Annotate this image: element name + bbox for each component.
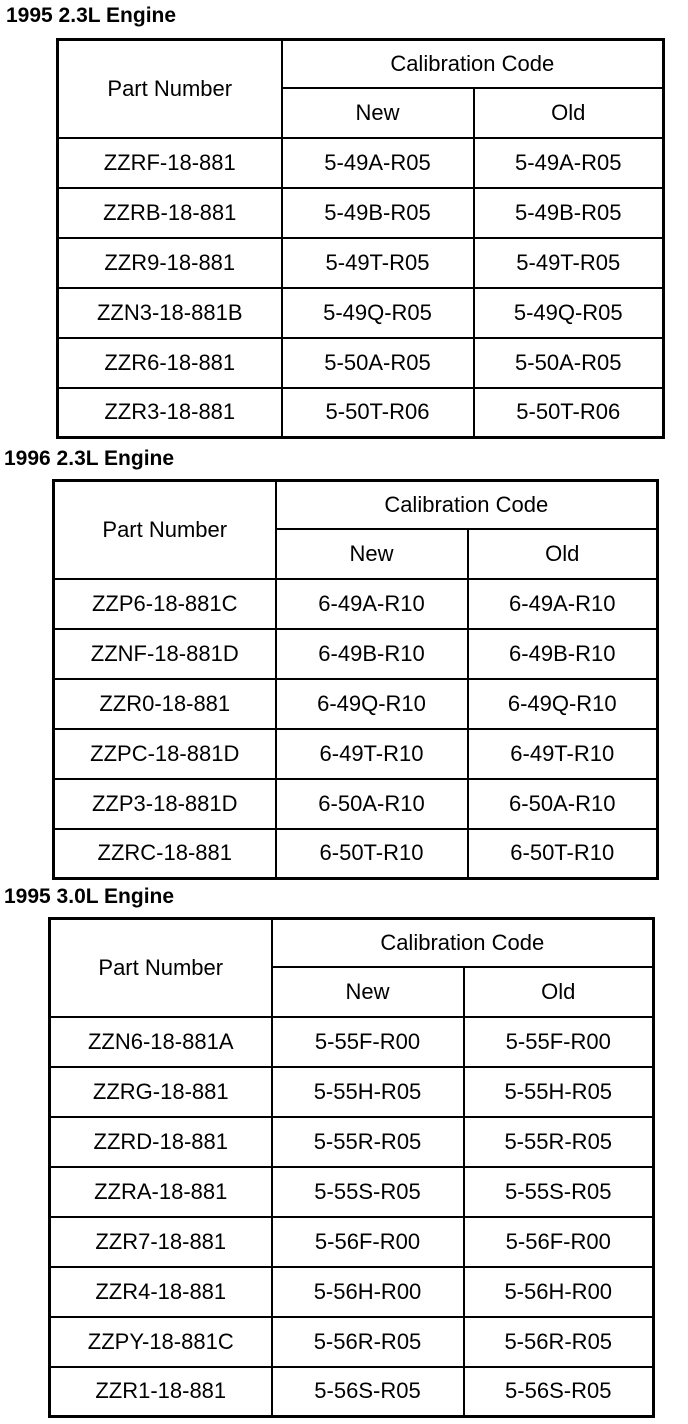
part-number-header: Part Number xyxy=(54,481,276,579)
old-code-cell: 6-49B-R10 xyxy=(468,629,658,679)
new-code-cell: 5-49A-R05 xyxy=(282,138,474,188)
old-code-cell: 5-56H-R00 xyxy=(464,1267,654,1317)
table-row xyxy=(50,1217,654,1267)
part-number-cell: ZZRB-18-881 xyxy=(58,188,282,238)
part-number-cell: ZZR9-18-881 xyxy=(58,238,282,288)
part-number-cell: ZZRA-18-881 xyxy=(50,1167,272,1217)
table-row xyxy=(50,1267,654,1317)
table-row xyxy=(54,629,658,679)
new-code-cell: 6-49T-R10 xyxy=(276,729,468,779)
table-row xyxy=(58,338,664,388)
table-row xyxy=(58,188,664,238)
table-row xyxy=(50,1367,654,1417)
table-row xyxy=(50,1317,654,1367)
old-code-cell: 5-55F-R00 xyxy=(464,1017,654,1067)
new-code-cell: 5-55F-R00 xyxy=(272,1017,464,1067)
old-header: Old xyxy=(468,529,658,579)
part-number-cell: ZZNF-18-881D xyxy=(54,629,276,679)
table-row xyxy=(50,1067,654,1117)
new-code-cell: 5-50A-R05 xyxy=(282,338,474,388)
table-row xyxy=(50,1167,654,1217)
new-code-cell: 6-49A-R10 xyxy=(276,579,468,629)
part-number-cell: ZZRG-18-881 xyxy=(50,1067,272,1117)
part-number-header: Part Number xyxy=(58,40,282,138)
part-number-cell: ZZP6-18-881C xyxy=(54,579,276,629)
new-code-cell: 5-49T-R05 xyxy=(282,238,474,288)
part-number-cell: ZZP3-18-881D xyxy=(54,779,276,829)
new-code-cell: 5-56H-R00 xyxy=(272,1267,464,1317)
part-number-cell: ZZPY-18-881C xyxy=(50,1317,272,1367)
part-number-cell: ZZPC-18-881D xyxy=(54,729,276,779)
part-number-cell: ZZR0-18-881 xyxy=(54,679,276,729)
table-row xyxy=(58,238,664,288)
old-code-cell: 6-50A-R10 xyxy=(468,779,658,829)
old-code-cell: 5-50T-R06 xyxy=(474,388,664,438)
old-code-cell: 5-56F-R00 xyxy=(464,1217,654,1267)
part-number-cell: ZZRC-18-881 xyxy=(54,829,276,879)
old-code-cell: 5-55R-R05 xyxy=(464,1117,654,1167)
new-header: New xyxy=(282,88,474,138)
table-row xyxy=(54,579,658,629)
table-body xyxy=(58,138,664,438)
new-code-cell: 5-55R-R05 xyxy=(272,1117,464,1167)
old-code-cell: 6-49Q-R10 xyxy=(468,679,658,729)
old-code-cell: 5-56S-R05 xyxy=(464,1367,654,1417)
old-code-cell: 6-49T-R10 xyxy=(468,729,658,779)
table-row xyxy=(50,1017,654,1067)
calibration-code-header: Calibration Code xyxy=(282,40,664,88)
old-code-cell: 5-49B-R05 xyxy=(474,188,664,238)
section-title-1995-3-0l: 1995 3.0L Engine xyxy=(4,885,175,908)
old-code-cell: 5-49A-R05 xyxy=(474,138,664,188)
old-code-cell: 5-49T-R05 xyxy=(474,238,664,288)
new-code-cell: 6-50A-R10 xyxy=(276,779,468,829)
new-code-cell: 6-50T-R10 xyxy=(276,829,468,879)
part-number-cell: ZZN6-18-881A xyxy=(50,1017,272,1067)
part-number-cell: ZZR3-18-881 xyxy=(58,388,282,438)
new-code-cell: 5-49B-R05 xyxy=(282,188,474,238)
calibration-code-header: Calibration Code xyxy=(272,919,654,967)
part-number-cell: ZZRF-18-881 xyxy=(58,138,282,188)
table-row xyxy=(54,729,658,779)
table-row xyxy=(50,1117,654,1167)
old-code-cell: 6-49A-R10 xyxy=(468,579,658,629)
old-code-cell: 5-56R-R05 xyxy=(464,1317,654,1367)
old-header: Old xyxy=(474,88,664,138)
section-title-1996-2-3l: 1996 2.3L Engine xyxy=(4,447,175,470)
new-code-cell: 5-56F-R00 xyxy=(272,1217,464,1267)
calibration-table-1996-2-3l xyxy=(52,479,659,880)
table-body xyxy=(54,579,658,879)
new-code-cell: 5-55S-R05 xyxy=(272,1167,464,1217)
calibration-code-header: Calibration Code xyxy=(276,481,658,529)
part-number-cell: ZZR4-18-881 xyxy=(50,1267,272,1317)
table-row xyxy=(54,679,658,729)
table-row xyxy=(54,779,658,829)
old-code-cell: 6-50T-R10 xyxy=(468,829,658,879)
part-number-cell: ZZR6-18-881 xyxy=(58,338,282,388)
table-row xyxy=(58,288,664,338)
new-code-cell: 6-49B-R10 xyxy=(276,629,468,679)
section-title-1995-2-3l: 1995 2.3L Engine xyxy=(6,4,177,27)
old-code-cell: 5-55S-R05 xyxy=(464,1167,654,1217)
old-code-cell: 5-55H-R05 xyxy=(464,1067,654,1117)
part-number-cell: ZZN3-18-881B xyxy=(58,288,282,338)
calibration-table-1995-2-3l xyxy=(56,38,665,439)
part-number-cell: ZZR1-18-881 xyxy=(50,1367,272,1417)
old-code-cell: 5-50A-R05 xyxy=(474,338,664,388)
table-row xyxy=(54,829,658,879)
new-code-cell: 5-49Q-R05 xyxy=(282,288,474,338)
part-number-cell: ZZR7-18-881 xyxy=(50,1217,272,1267)
new-header: New xyxy=(272,967,464,1017)
new-header: New xyxy=(276,529,468,579)
new-code-cell: 5-56S-R05 xyxy=(272,1367,464,1417)
new-code-cell: 5-50T-R06 xyxy=(282,388,474,438)
table-body xyxy=(50,1017,654,1417)
new-code-cell: 5-56R-R05 xyxy=(272,1317,464,1367)
calibration-table-1995-3-0l xyxy=(48,917,655,1418)
part-number-header: Part Number xyxy=(50,919,272,1017)
table-row xyxy=(58,388,664,438)
new-code-cell: 5-55H-R05 xyxy=(272,1067,464,1117)
old-code-cell: 5-49Q-R05 xyxy=(474,288,664,338)
table-row xyxy=(58,138,664,188)
new-code-cell: 6-49Q-R10 xyxy=(276,679,468,729)
old-header: Old xyxy=(464,967,654,1017)
part-number-cell: ZZRD-18-881 xyxy=(50,1117,272,1167)
